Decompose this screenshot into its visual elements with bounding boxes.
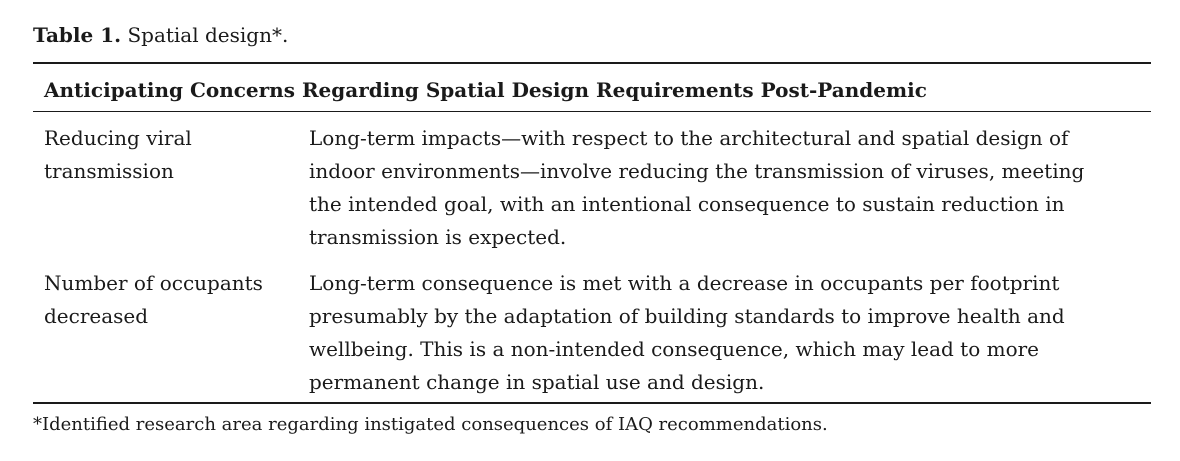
table-row-label (44, 122, 294, 188)
row-label-line: transmission (44, 159, 174, 183)
row-text-line: permanent change in spatial use and design. (309, 370, 765, 394)
table-header: Anticipating Concerns Regarding Spatial Design Requirements Post-Pandemic (44, 78, 927, 102)
row-label-line: decreased (44, 304, 149, 328)
table-footnote: *Identified research area regarding instigated consequences of IAQ recommendations. (33, 414, 828, 435)
row-text-line: transmission is expected. (309, 225, 567, 249)
row-label-line: Number of occupants (44, 271, 263, 295)
table-row-description (309, 267, 1139, 399)
table-header-rule (33, 111, 1151, 112)
row-text-line: indoor environments—involve reducing the transmission of viruses, meeting (309, 159, 1085, 183)
row-text-line: the intended goal, with an intentional consequence to sustain reduction in (309, 192, 1065, 216)
table-bottom-rule (33, 402, 1151, 404)
table-row-description (309, 122, 1139, 254)
table-top-rule (33, 62, 1151, 64)
row-text-line: presumably by the adaptation of building standards to improve health and (309, 304, 1065, 328)
table-caption (33, 22, 288, 48)
table-caption-label: Table 1. (33, 23, 122, 47)
table-row-label (44, 267, 294, 333)
row-label-line: Reducing viral (44, 126, 192, 150)
row-text-line: Long-term impacts—with respect to the architectural and spatial design of (309, 126, 1069, 150)
row-text-line: Long-term consequence is met with a decrease in occupants per footprint (309, 271, 1060, 295)
table-caption-text: Spatial design*. (127, 23, 289, 47)
row-text-line: wellbeing. This is a non-intended consequence, which may lead to more (309, 337, 1040, 361)
